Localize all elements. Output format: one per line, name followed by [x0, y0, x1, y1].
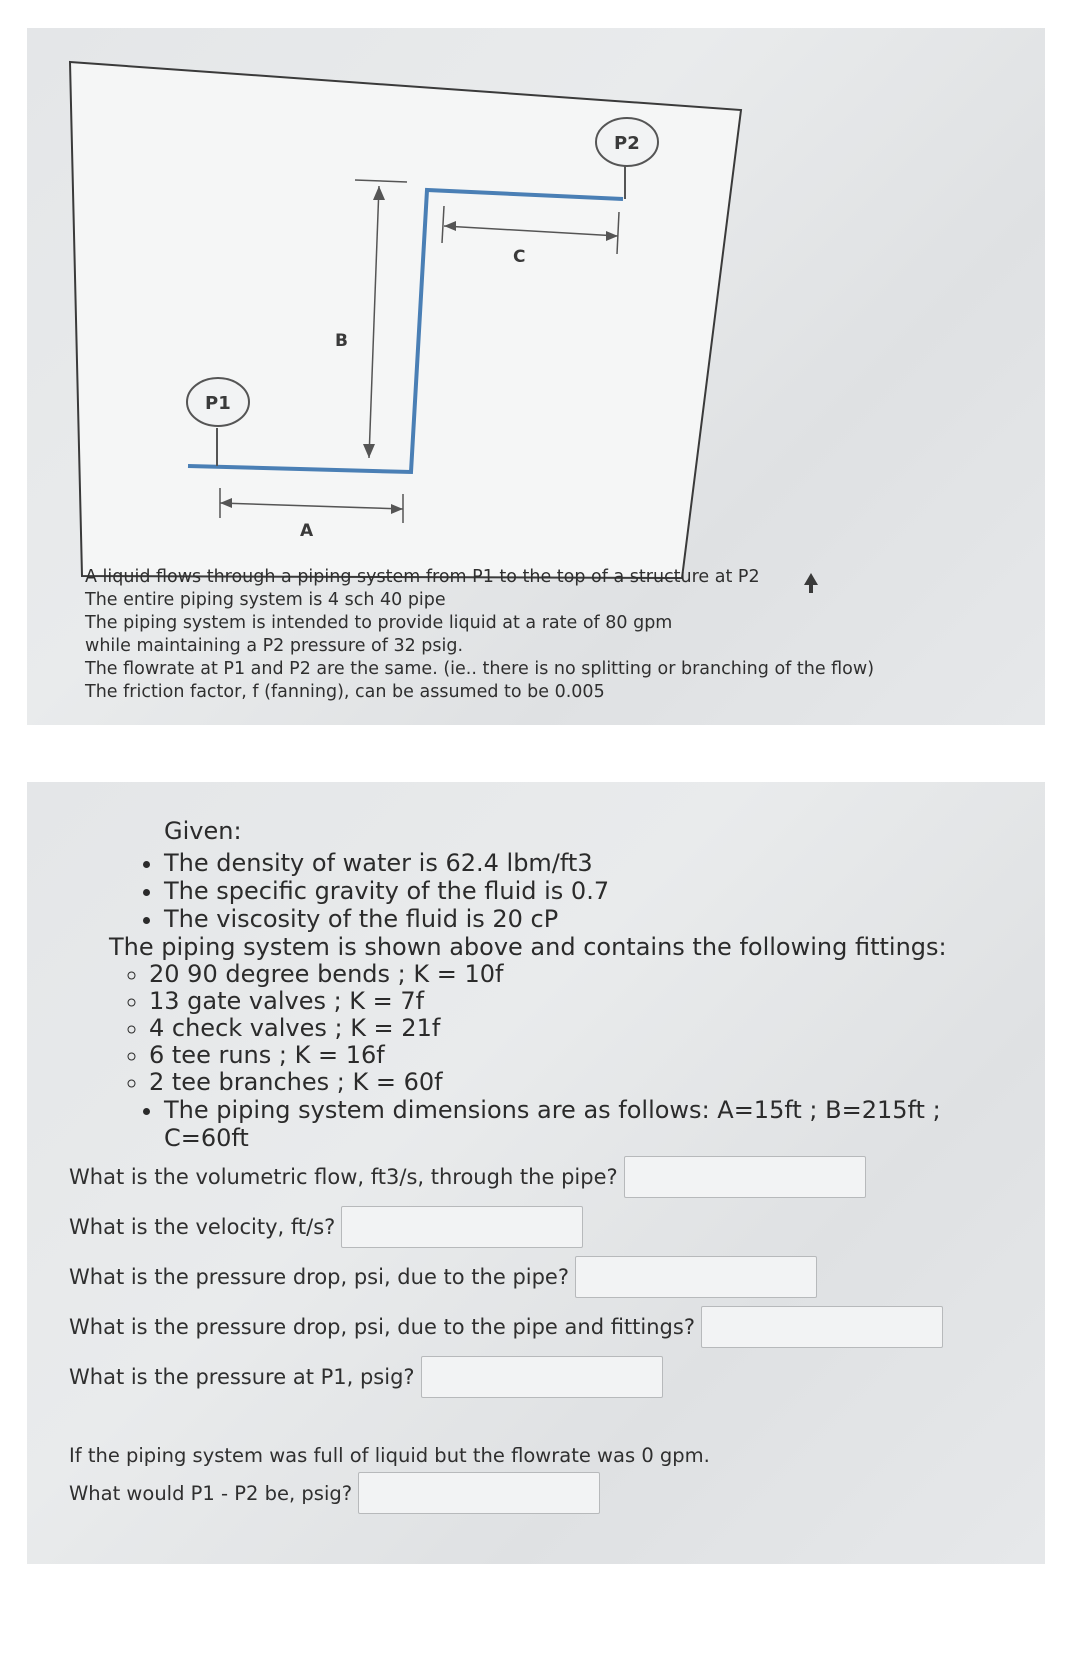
question-label: What is the volumetric flow, ft3/s, through the pipe?	[69, 1165, 618, 1189]
question-label: What is the pressure drop, psi, due to the pipe and fittings?	[69, 1315, 695, 1339]
fittings-intro: The piping system is shown above and contains the following fittings:	[109, 933, 947, 961]
dimension-c-label: C	[513, 247, 526, 267]
description-line: The flowrate at P1 and P2 are the same. (ie.. there is no splitting or branching of the flow)	[85, 659, 875, 679]
question-label: What is the pressure drop, psi, due to the pipe?	[69, 1265, 570, 1289]
question-row	[69, 1152, 1049, 1202]
total-pressure-drop-input[interactable]	[701, 1306, 943, 1348]
static-pressure-input[interactable]	[358, 1472, 600, 1514]
fitting-item: ◦ 4 check valves ; K = 21f	[149, 1015, 1027, 1042]
given-item: • The viscosity of the fluid is 20 cP	[164, 905, 1027, 933]
question-row	[69, 1352, 1049, 1402]
zero-flow-question	[69, 1440, 1049, 1515]
question-label: What is the pressure at P1, psig?	[69, 1365, 415, 1389]
given-section	[107, 817, 1027, 1152]
question-row	[69, 1471, 1049, 1515]
zero-flow-note: If the piping system was full of liquid but the flowrate was 0 gpm.	[69, 1444, 710, 1467]
p1-pressure-input[interactable]	[421, 1356, 663, 1398]
given-title: Given:	[164, 817, 242, 845]
dimension-b-label: B	[335, 331, 348, 351]
fitting-item: ◦ 13 gate valves ; K = 7f	[149, 988, 1027, 1015]
question-row	[69, 1202, 1049, 1252]
fitting-item: ◦ 20 90 degree bends ; K = 10f	[149, 961, 1027, 988]
question-label: What is the velocity, ft/s?	[69, 1215, 336, 1239]
description-line: The piping system is intended to provide liquid at a rate of 80 gpm	[85, 613, 673, 633]
question-row	[69, 1252, 1049, 1302]
dimensions-item: • The piping system dimensions are as follows: A=15ft ; B=215ft ; C=60ft	[164, 1096, 1027, 1152]
given-list-dimensions	[107, 1096, 1027, 1152]
dimension-a-label: A	[300, 521, 314, 541]
problem-panel	[27, 28, 1045, 725]
description-line: The friction factor, f (fanning), can be assumed to be 0.005	[85, 682, 605, 702]
fitting-item: ◦ 6 tee runs ; K = 16f	[149, 1042, 1027, 1069]
given-item: • The density of water is 62.4 lbm/ft3	[164, 849, 1027, 877]
given-item: • The specific gravity of the fluid is 0.7	[164, 877, 1027, 905]
volumetric-flow-input[interactable]	[624, 1156, 866, 1198]
question-list	[69, 1152, 1049, 1402]
p2-label: P2	[614, 133, 640, 154]
questions-panel	[27, 782, 1045, 1564]
question-label: What would P1 - P2 be, psig?	[69, 1481, 353, 1505]
description-line: The entire piping system is 4 sch 40 pipe	[85, 590, 446, 610]
question-row	[69, 1302, 1049, 1352]
fittings-list	[107, 933, 1027, 1096]
given-list	[107, 849, 1027, 933]
p1-label: P1	[205, 393, 231, 414]
fitting-item: ◦ 2 tee branches ; K = 60f	[149, 1069, 1027, 1096]
description-line: while maintaining a P2 pressure of 32 psig.	[85, 636, 464, 656]
problem-description	[85, 566, 985, 704]
description-line: A liquid flows through a piping system from P1 to the top of a structure at P2	[85, 567, 760, 587]
velocity-input[interactable]	[341, 1206, 583, 1248]
pipe-pressure-drop-input[interactable]	[575, 1256, 817, 1298]
